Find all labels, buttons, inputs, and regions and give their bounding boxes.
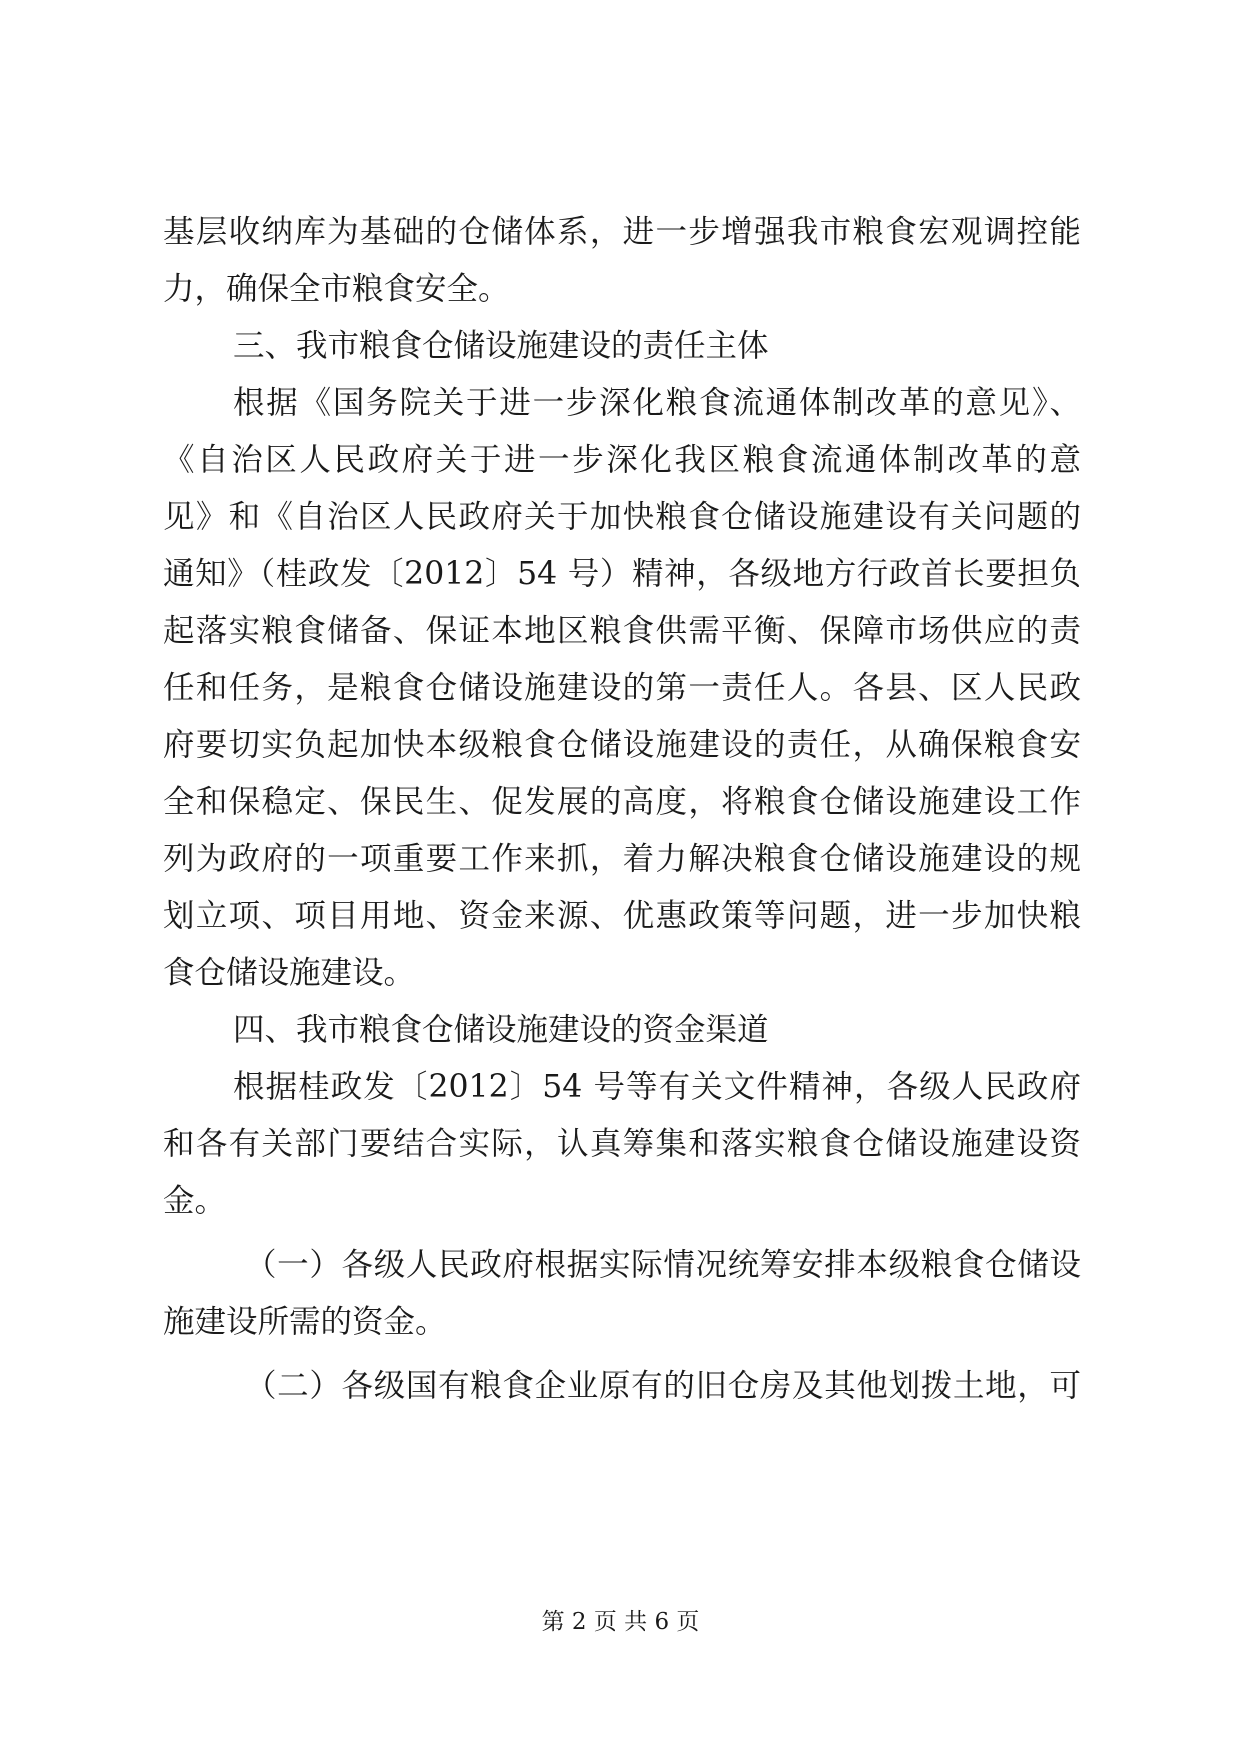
text-line: 《自治区人民政府关于进一步深化我区粮食流通体制改革的意 bbox=[163, 442, 1081, 478]
text-line: 根据桂政发〔2012〕54 号等有关文件精神，各级人民政府 bbox=[233, 1069, 1081, 1105]
text-line: 列为政府的一项重要工作来抓，着力解决粮食仓储设施建设的规 bbox=[163, 841, 1081, 877]
text-line: 根据《国务院关于进一步深化粮食流通体制改革的意见》、 bbox=[233, 385, 1081, 421]
list-item-2: （二）各级国有粮食企业原有的旧仓房及其他划拨土地，可 bbox=[245, 1368, 1081, 1404]
section-heading-4: 四、我市粮食仓储设施建设的资金渠道 bbox=[233, 1012, 769, 1048]
list-item-1: （一）各级人民政府根据实际情况统筹安排本级粮食仓储设 bbox=[245, 1247, 1081, 1283]
section-heading-3: 三、我市粮食仓储设施建设的责任主体 bbox=[233, 328, 769, 364]
page-footer: 第 2 页 共 6 页 bbox=[541, 1609, 700, 1635]
text-line: 金。 bbox=[163, 1183, 227, 1219]
text-line: 基层收纳库为基础的仓储体系，进一步增强我市粮食宏观调控能 bbox=[163, 214, 1081, 250]
text-line: 力，确保全市粮食安全。 bbox=[163, 271, 510, 307]
text-line: 和各有关部门要结合实际，认真筹集和落实粮食仓储设施建设资 bbox=[163, 1126, 1081, 1162]
text-line: 通知》（桂政发〔2012〕54 号）精神，各级地方行政首长要担负 bbox=[163, 556, 1081, 592]
text-line: 府要切实负起加快本级粮食仓储设施建设的责任，从确保粮食安 bbox=[163, 727, 1081, 763]
text-line: 食仓储设施建设。 bbox=[163, 955, 416, 991]
text-line: 施建设所需的资金。 bbox=[163, 1304, 447, 1340]
text-line: 起落实粮食储备、保证本地区粮食供需平衡、保障市场供应的责 bbox=[163, 613, 1081, 649]
text-line: 划立项、项目用地、资金来源、优惠政策等问题，进一步加快粮 bbox=[163, 898, 1081, 934]
text-line: 见》和《自治区人民政府关于加快粮食仓储设施建设有关问题的 bbox=[163, 499, 1081, 535]
text-line: 全和保稳定、保民生、促发展的高度，将粮食仓储设施建设工作 bbox=[163, 784, 1081, 820]
text-line: 任和任务，是粮食仓储设施建设的第一责任人。各县、区人民政 bbox=[163, 670, 1081, 706]
